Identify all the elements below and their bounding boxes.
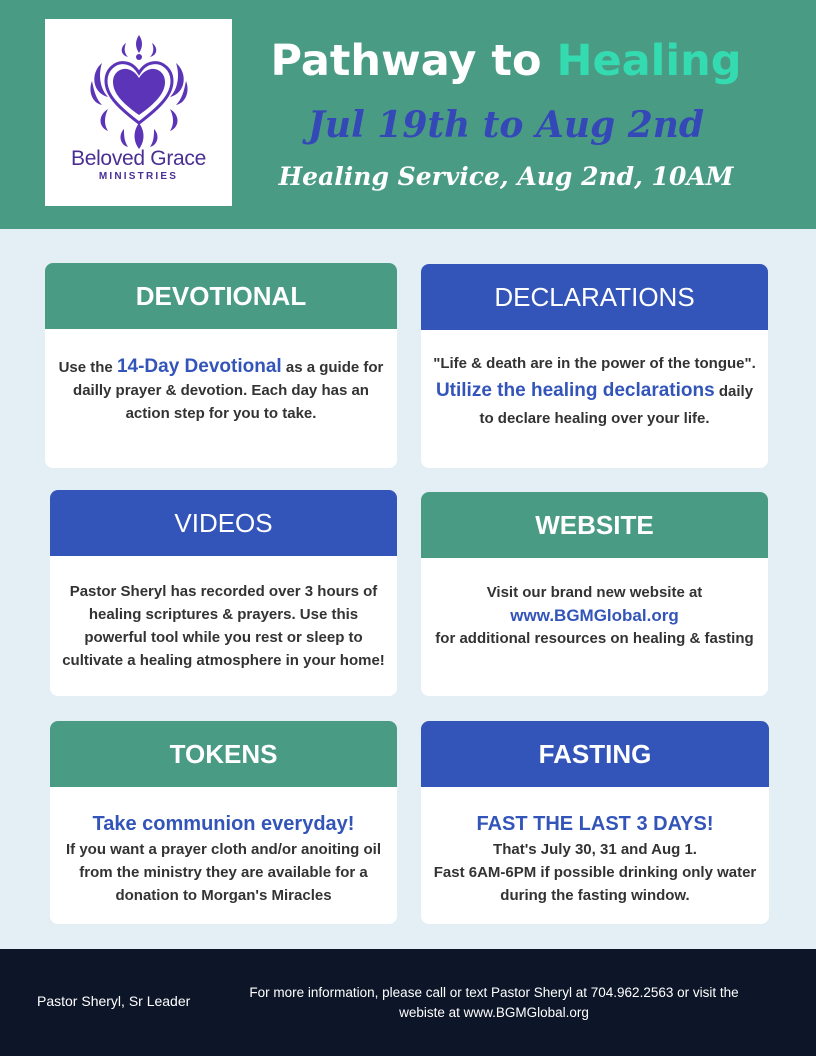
title-main: Pathway to (270, 36, 557, 86)
heart-ornament-icon (88, 33, 190, 153)
declarations-card (421, 264, 768, 468)
videos-title: VIDEOS (50, 490, 397, 556)
tokens-highlight: Take communion everyday! (92, 813, 355, 835)
title-accent: Healing (556, 36, 742, 86)
service-info: Healing Service, Aug 2nd, 10AM (278, 162, 734, 191)
fasting-highlight: FAST THE LAST 3 DAYS! (476, 813, 714, 835)
devotional-title: DEVOTIONAL (45, 263, 397, 329)
footer (0, 949, 816, 1056)
devotional-highlight: 14-Day Devotional (116, 356, 282, 377)
website-link[interactable]: www.BGMGlobal.org (510, 606, 679, 625)
fasting-line1: That's July 30, 31 and Aug 1. (493, 841, 697, 858)
fasting-card (421, 721, 769, 924)
declarations-title: DECLARATIONS (421, 264, 768, 330)
event-dates: Jul 19th to Aug 2nd (307, 104, 705, 146)
tokens-card (50, 721, 397, 924)
logo-name: Beloved Grace (70, 147, 206, 170)
videos-card (50, 490, 397, 696)
footer-leader: Pastor Sheryl, Sr Leader (37, 993, 191, 1009)
website-pre: Visit our brand new website at (486, 584, 703, 601)
devotional-pre: Use the (58, 359, 117, 376)
videos-text: Pastor Sheryl has recorded over 3 hours of healing scriptures & prayers. Use this powerful tool while you rest or sleep to cultivate a healing atmosphere in your home! (62, 583, 385, 669)
page-title (232, 36, 780, 86)
footer-contact: For more information, please call or text Pastor Sheryl at 704.962.2563 or visit the webiste at www.BGMGlobal.org (249, 985, 739, 1020)
fasting-title: FASTING (421, 721, 769, 787)
tokens-title: TOKENS (50, 721, 397, 787)
tokens-text (62, 810, 385, 907)
devotional-text (57, 355, 385, 425)
logo-subtitle: MINISTRIES (98, 171, 179, 182)
devotional-card (45, 263, 397, 468)
website-title: WEBSITE (421, 492, 768, 558)
website-card (421, 492, 768, 696)
website-post: for additional resources on healing & fasting (435, 630, 754, 647)
declarations-text (433, 350, 756, 432)
fasting-line2: Fast 6AM-6PM if possible drinking only water during the fasting window. (433, 864, 757, 904)
website-text (433, 581, 756, 650)
declarations-pre: "Life & death are in the power of the tongue". (433, 355, 756, 372)
devotional-post: as a guide for dailly prayer & devotion. Each day has an action step for you to take. (73, 359, 384, 422)
declarations-highlight: Utilize the healing declarations (435, 380, 715, 401)
header-banner (0, 0, 816, 229)
tokens-body: If you want a prayer cloth and/or anoiting oil from the ministry they are available for a donation to Morgan's Miracles (65, 841, 382, 904)
ministry-logo (45, 19, 232, 206)
declarations-post: daily to declare healing over your life. (479, 383, 754, 427)
fasting-text (433, 810, 757, 907)
